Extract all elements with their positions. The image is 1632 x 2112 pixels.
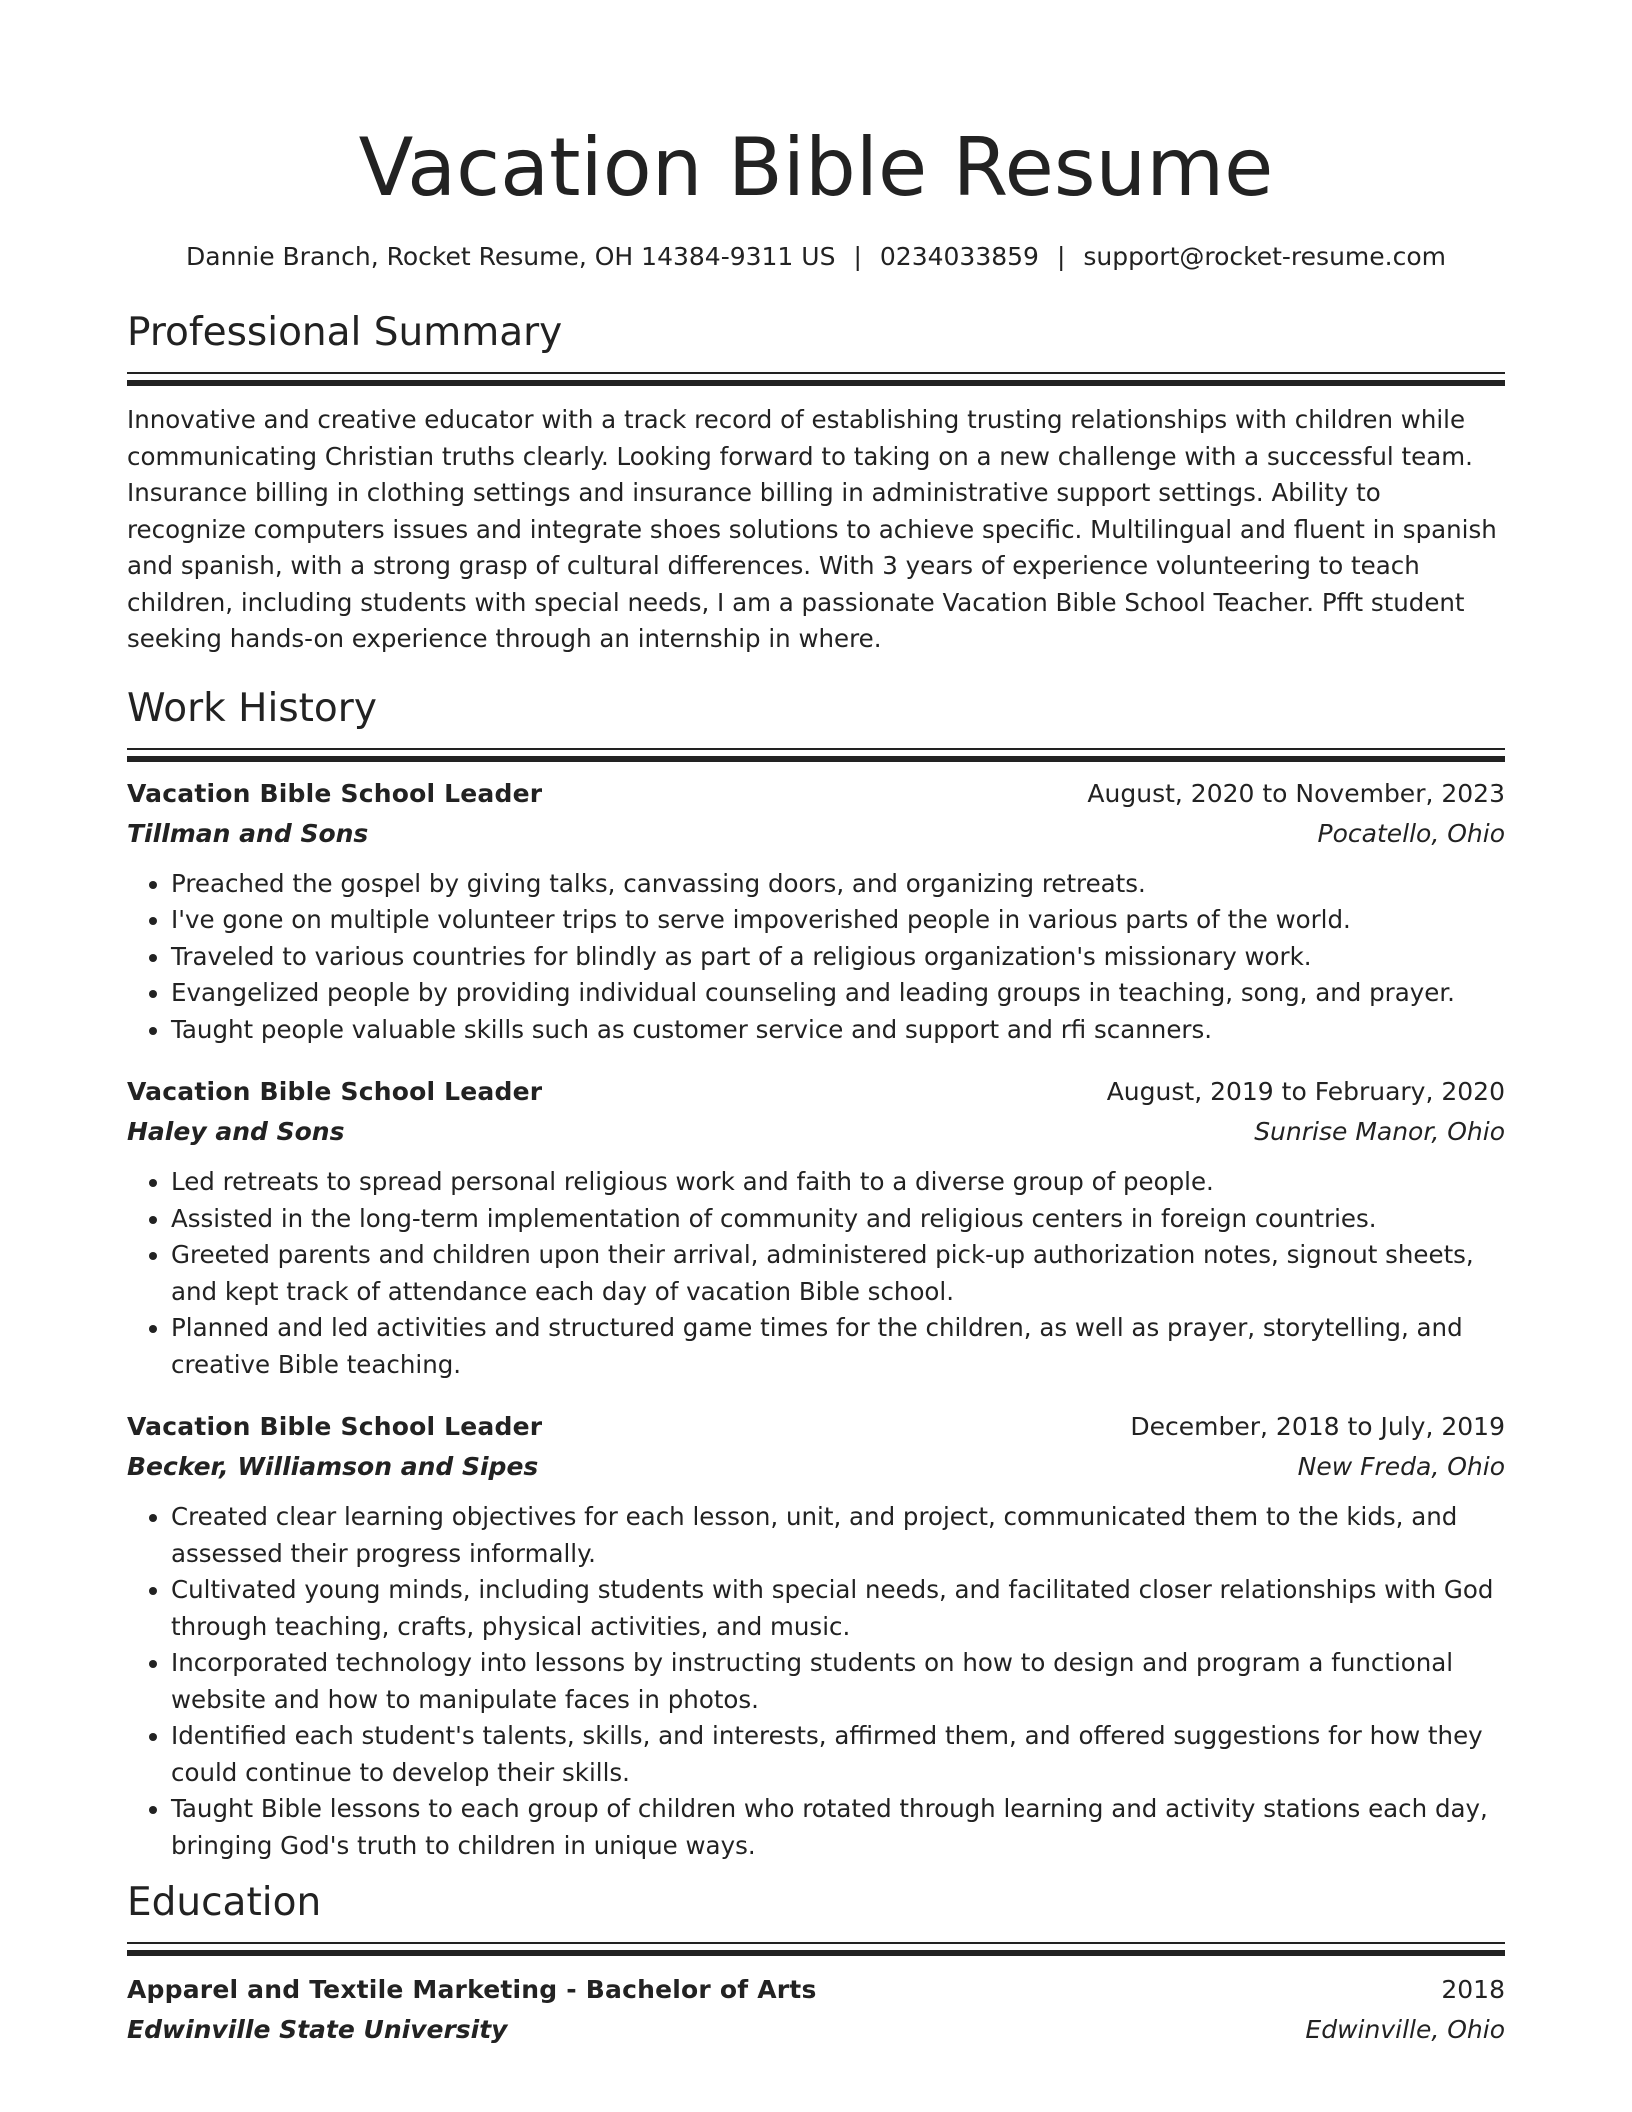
job-bullet: • Taught people valuable skills such as customer service and support and rfi scanners. (171, 1012, 1505, 1049)
job-dates: August, 2019 to February, 2020 (1106, 1077, 1505, 1106)
job-bullet: • Planned and led activities and structured game times for the children, as well as prayer, storytelling, and creative Bible teaching. (171, 1310, 1505, 1383)
education-year: 2018 (1441, 1975, 1505, 2004)
job-bullet-list (127, 1499, 1505, 1864)
job-bullet: • Incorporated technology into lessons by instructing students on how to design and program a functional website and how to manipulate faces in photos. (171, 1645, 1505, 1718)
section-heading-summary: Professional Summary (127, 310, 563, 355)
job-location: Pocatello, Ohio (1317, 818, 1505, 848)
job-bullet: • I've gone on multiple volunteer trips to serve impoverished people in various parts of the world. (171, 902, 1505, 939)
job-company-row (127, 814, 1505, 854)
job-bullet: • Evangelized people by providing individual counseling and leading groups in teaching, song, and prayer. (171, 975, 1505, 1012)
job-title: Vacation Bible School Leader (127, 1412, 543, 1441)
job-location: New Freda, Ohio (1297, 1452, 1505, 1481)
section-divider (127, 748, 1505, 762)
job-header-row (127, 1407, 1505, 1447)
job-bullet-list (127, 866, 1505, 1049)
education-section (127, 1878, 1505, 2050)
job-company-row (127, 1447, 1505, 1487)
job-company: Tillman and Sons (127, 818, 369, 848)
section-heading-education: Education (127, 1880, 322, 1925)
education-school: Edwinville State University (127, 2015, 508, 2044)
job-company: Haley and Sons (127, 1117, 345, 1146)
education-location: Edwinville, Ohio (1305, 2015, 1505, 2044)
job-bullet: • Traveled to various countries for blindly as part of a religious organization's missionary work. (171, 939, 1505, 976)
job-bullet: • Led retreats to spread personal religious work and faith to a diverse group of people. (171, 1164, 1505, 1201)
section-heading-work-history: Work History (127, 685, 377, 731)
job-bullet: • Created clear learning objectives for each lesson, unit, and project, communicated them to the kids, and assessed their progress informally. (171, 1499, 1505, 1572)
contact-separator: | (1056, 242, 1066, 271)
job-bullet-list (127, 1164, 1505, 1383)
work-history-section (127, 684, 1505, 1865)
job-dates: August, 2020 to November, 2023 (1087, 778, 1505, 808)
job-bullet: • Taught Bible lessons to each group of children who rotated through learning and activity stations each day, bringing God's truth to children in unique ways. (171, 1791, 1505, 1864)
job-header-row (127, 1072, 1505, 1112)
contact-separator: | (853, 242, 862, 271)
job-header-row (127, 774, 1505, 814)
job-entry (127, 774, 1505, 1049)
job-company: Becker, Williamson and Sipes (127, 1452, 539, 1481)
job-bullet: • Greeted parents and children upon their arrival, administered pick-up authorization notes, signout sheets, and kept track of attendance each day of vacation Bible school. (171, 1237, 1505, 1310)
job-company-row (127, 1112, 1505, 1152)
job-title: Vacation Bible School Leader (127, 778, 543, 808)
job-dates: December, 2018 to July, 2019 (1130, 1412, 1505, 1441)
summary-text: Innovative and creative educator with a track record of establishing trusting relationships with children while communicating Christian truths clearly. Looking forward to taking on a new challenge with a successful team. Insurance billing in clothing settings and insurance billing in administrative support settings. Ability to recognize computers issues and integrate shoes solutions to achieve specific. Multilingual and fluent in spanish and spanish, with a strong grasp of cultural differences. With 3 years of experience volunteering to teach children, including students with special needs, I am a passionate Vacation Bible School Teacher. Pfft student seeking hands-on experience through an internship in where. (127, 405, 1497, 653)
job-bullet: • Assisted in the long-term implementation of community and religious centers in foreign countries. (171, 1201, 1505, 1238)
job-title: Vacation Bible School Leader (127, 1077, 543, 1106)
education-school-row (127, 2010, 1505, 2050)
job-entry (127, 1072, 1505, 1383)
contact-phone: 0234033859 (879, 242, 1039, 271)
contact-email: support@rocket-resume.com (1083, 242, 1446, 271)
job-bullet: • Cultivated young minds, including students with special needs, and facilitated closer relationships with God through teaching, crafts, physical activities, and music. (171, 1572, 1505, 1645)
contact-line (127, 240, 1505, 274)
education-header-row (127, 1970, 1505, 2010)
resume-title: Vacation Bible Resume (358, 121, 1274, 214)
contact-address: Dannie Branch, Rocket Resume, OH 14384-9311 US (186, 242, 836, 271)
section-divider (127, 372, 1505, 386)
job-location: Sunrise Manor, Ohio (1254, 1117, 1505, 1146)
section-divider (127, 1942, 1505, 1956)
job-bullet: • Preached the gospel by giving talks, canvassing doors, and organizing retreats. (171, 866, 1505, 903)
education-degree: Apparel and Textile Marketing - Bachelor of Arts (127, 1975, 817, 2004)
job-entry (127, 1407, 1505, 1864)
summary-section (127, 308, 1505, 658)
job-bullet: • Identified each student's talents, skills, and interests, affirmed them, and offered suggestions for how they could continue to develop their skills. (171, 1718, 1505, 1791)
education-entry (127, 1970, 1505, 2050)
